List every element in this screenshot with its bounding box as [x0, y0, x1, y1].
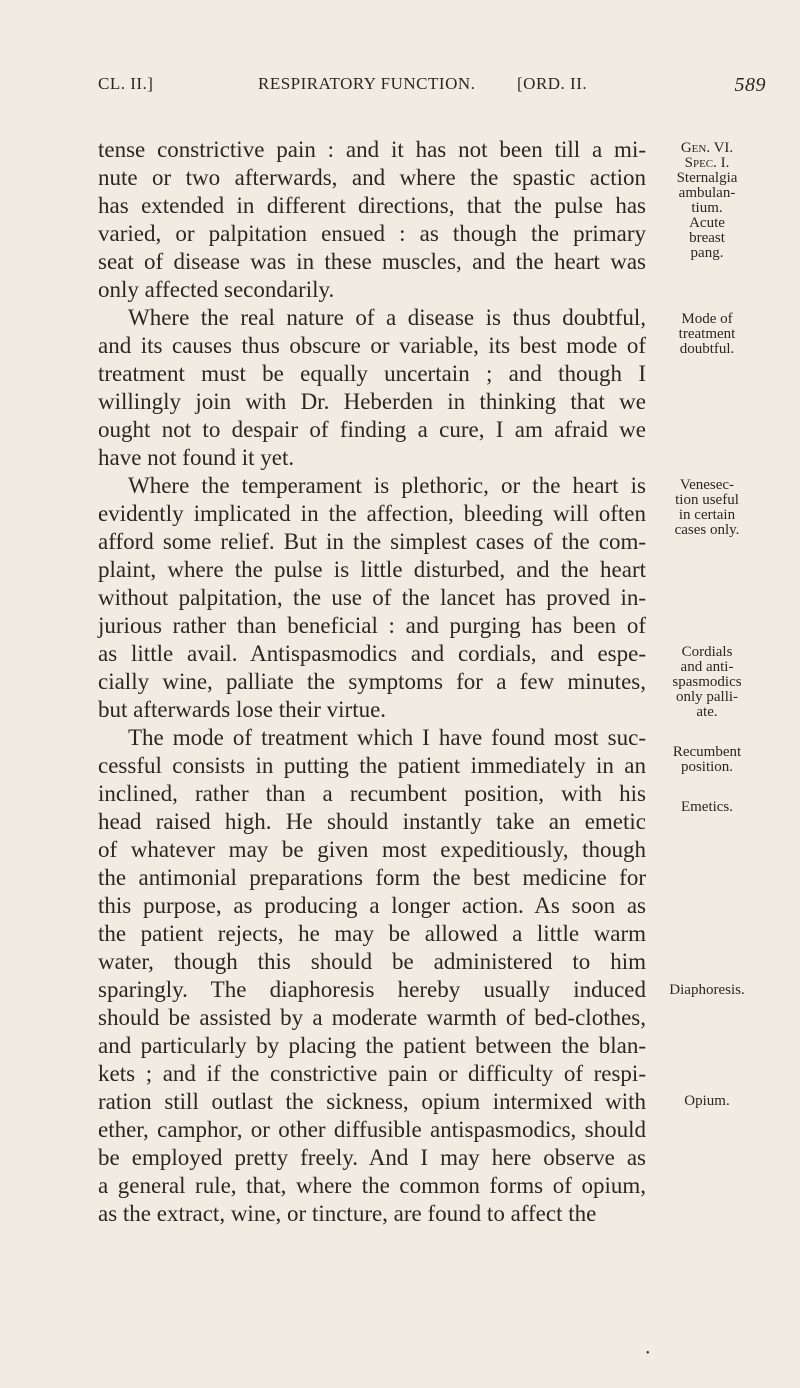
note-line: breast: [689, 230, 725, 246]
text-line: the antimonial preparations form the best medicine for: [98, 865, 646, 890]
note-line: ambulan-: [678, 185, 736, 201]
text-line: this purpose, as producing a longer action. As soon as: [98, 893, 646, 918]
text-line: cessful consists in putting the patient immediately in an: [98, 753, 646, 778]
text-line: nute or two afterwards, and where the spastic action: [98, 165, 646, 190]
margin-note-venesection: [652, 478, 762, 538]
margin-note-diaphoresis: [652, 983, 762, 998]
margin-note-opium: [652, 1094, 762, 1109]
text-line: have not found it yet.: [98, 445, 295, 470]
page-number: 589: [734, 74, 766, 96]
text-line: treatment must be equally uncertain ; and though I: [98, 361, 646, 386]
text-line: without palpitation, the use of the lancet has proved in-: [98, 585, 646, 610]
text-line: plaint, where the pulse is little disturbed, and the heart: [98, 557, 646, 582]
note-line: Recumbent: [672, 744, 742, 760]
note-line: and anti-: [680, 659, 734, 675]
text-line: tense constrictive pain : and it has not been till a mi-: [98, 137, 646, 162]
header-class-label: CL. II.]: [98, 74, 154, 93]
note-line: Diaphoresis.: [669, 982, 745, 998]
header-title: RESPIRATORY FUNCTION.: [258, 74, 476, 93]
note-line: cases only.: [674, 522, 740, 538]
margin-note-recumbent: [652, 745, 762, 775]
text-line: seat of disease was in these muscles, and the heart was: [98, 249, 646, 274]
note-line: Mode of: [681, 311, 733, 327]
text-line: head raised high. He should instantly take an emetic: [98, 809, 646, 834]
note-line: Sternalgia: [676, 170, 738, 186]
text-line: varied, or palpitation ensued : as though the primary: [98, 221, 646, 246]
note-line: tium.: [691, 200, 723, 216]
text-line: cially wine, palliate the symptoms for a few minutes,: [98, 669, 646, 694]
text-line: sparingly. The diaphoresis hereby usually induced: [98, 977, 646, 1002]
note-line: treatment: [678, 326, 736, 342]
text-line: and its causes thus obscure or variable, its best mode of: [98, 333, 646, 358]
margin-note-genus: [652, 141, 762, 261]
note-line: Gen. VI.: [680, 140, 734, 156]
note-line: ate.: [696, 704, 718, 720]
note-line: in certain: [678, 507, 736, 523]
text-line: of whatever may be given most expeditiously, though: [98, 837, 646, 862]
text-line: ether, camphor, or other diffusible antispasmodics, should: [98, 1117, 646, 1142]
text-line: a general rule, that, where the common forms of opium,: [98, 1173, 646, 1198]
text-line: be employed pretty freely. And I may here observe as: [98, 1145, 646, 1170]
note-line: Emetics.: [680, 799, 734, 815]
margin-note-emetics: [652, 800, 762, 815]
text-line: kets ; and if the constrictive pain or difficulty of respi-: [98, 1061, 646, 1086]
text-line: ration still outlast the sickness, opium intermixed with: [98, 1089, 646, 1114]
note-line: Opium.: [684, 1093, 730, 1109]
footer-mark: •: [646, 1348, 650, 1359]
note-line: Acute: [689, 215, 725, 231]
margin-note-treatment: [652, 312, 762, 357]
text-line: Where the real nature of a disease is thus doubtful,: [128, 305, 646, 330]
header-order-label: [ORD. II.: [517, 74, 588, 93]
text-line: as the extract, wine, or tincture, are found to affect the: [98, 1201, 597, 1226]
text-line: and particularly by placing the patient between the blan-: [98, 1033, 646, 1058]
note-line: pang.: [690, 245, 724, 261]
text-line: inclined, rather than a recumbent position, with his: [98, 781, 646, 806]
text-line: as little avail. Antispasmodics and cordials, and espe-: [98, 641, 646, 666]
text-line: willingly join with Dr. Heberden in thinking that we: [98, 389, 646, 414]
text-line: The mode of treatment which I have found most suc-: [128, 725, 646, 750]
note-line: position.: [680, 759, 734, 775]
note-line: tion useful: [675, 492, 739, 508]
running-header: [98, 74, 766, 108]
text-line: afford some relief. But in the simplest cases of the com-: [98, 529, 646, 554]
text-line: should be assisted by a moderate warmth of bed-clothes,: [98, 1005, 646, 1030]
note-line: only palli-: [675, 689, 739, 705]
text-line: the patient rejects, he may be allowed a little warm: [98, 921, 646, 946]
text-line: Where the temperament is plethoric, or the heart is: [128, 473, 646, 498]
text-line: has extended in different directions, that the pulse has: [98, 193, 646, 218]
text-line: ought not to despair of finding a cure, I am afraid we: [98, 417, 646, 442]
text-line: evidently implicated in the affection, bleeding will often: [98, 501, 646, 526]
note-line: spasmodics: [672, 674, 742, 690]
text-line: jurious rather than beneficial : and purging has been of: [98, 613, 646, 638]
text-line: but afterwards lose their virtue.: [98, 697, 387, 722]
margin-note-cordials: [652, 645, 762, 720]
note-line: Cordials: [681, 644, 733, 660]
text-line: only affected secondarily.: [98, 277, 335, 302]
note-line: Venesec-: [679, 477, 735, 493]
note-line: Spec. I.: [684, 155, 730, 171]
text-line: water, though this should be administered to him: [98, 949, 646, 974]
note-line: doubtful.: [679, 341, 735, 357]
